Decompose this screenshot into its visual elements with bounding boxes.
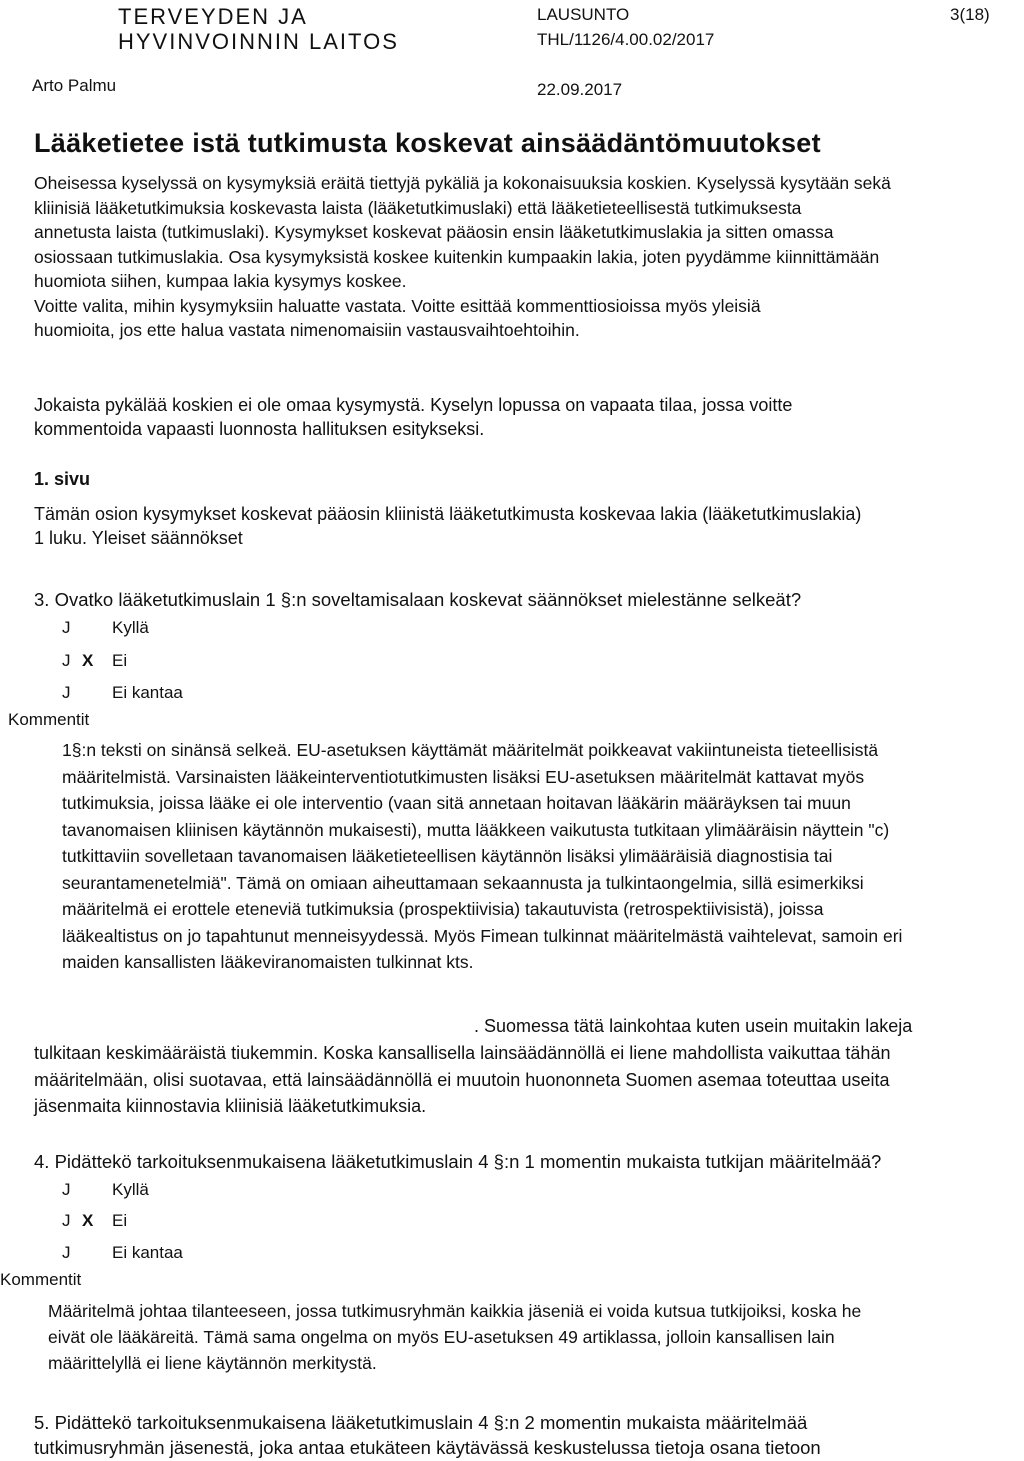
comment-line: eivät ole lääkäreitä. Tämä sama ongelma on myös EU-asetuksen 49 artiklassa, jolloin kansallisen lain: [48, 1327, 835, 1347]
comment-line: maiden kansallisten lääkeviranomaisten tulkinnat kts.: [62, 952, 474, 972]
doc-number: THL/1126/4.00.02/2017: [537, 30, 715, 49]
checkbox-icon[interactable]: J: [62, 618, 71, 637]
comment-line: lääkealtistus on jo tapahtunut menneisyydessä. Myös Fimean tulkinnat määritelmästä vaihtelevat, samoin eri: [62, 925, 903, 946]
option-label: Ei kantaa: [112, 1243, 183, 1262]
comment-line: tulkitaan keskimääräistä tiukemmin. Koska kansallisella lainsäädännöllä ei liene mahdollista vaikuttaa tähän: [34, 1043, 891, 1063]
q3-comment-cont-first: . Suomessa tätä lainkohtaa kuten usein muitakin lakeja: [474, 1016, 913, 1036]
comment-line: määritelmä ei erottele eteneviä tutkimuksia (prospektiivisia) takautuvista (retrospektiivisistä), joissa: [62, 899, 824, 919]
question-3: 3. Ovatko lääketutkimuslain 1 §:n soveltamisalaan koskevat säännökset mielestänne selkeät?: [34, 589, 802, 610]
doc-type: LAUSUNTO: [537, 5, 630, 24]
q4-option-yes[interactable]: [62, 1180, 149, 1200]
question-5: [34, 1410, 821, 1460]
q4-option-no-opinion[interactable]: [62, 1243, 183, 1263]
q4-comment: [48, 1298, 861, 1376]
intro-note-line: kommentoida vapaasti luonnosta hallituksen esitykseksi.: [34, 419, 485, 439]
comment-line: Määritelmä johtaa tilanteeseen, jossa tutkimusryhmän kaikkia jäseniä ei voida kutsua tutkijoiksi, koska he: [48, 1301, 862, 1321]
section-line: 1 luku. Yleiset säännökset: [34, 528, 243, 548]
option-label: Kyllä: [112, 618, 149, 637]
intro-paragraph: [34, 171, 891, 343]
q4-option-no[interactable]: [62, 1211, 127, 1231]
section-heading: 1. sivu: [34, 469, 91, 489]
author-name: Arto Palmu: [32, 76, 117, 95]
option-label: Ei: [112, 651, 128, 670]
question-4: 4. Pidättekö tarkoituksenmukaisena lääketutkimuslain 4 §:n 1 momentin mukaista tutkijan määritelmää?: [34, 1151, 882, 1172]
q3-option-no[interactable]: [62, 651, 127, 671]
intro-line: huomioita, jos ette halua vastata nimenomaisiin vastausvaihtoehtoihin.: [34, 320, 580, 340]
comment-line: määritelmistä. Varsinaisten lääkeinterventiotutkimusten lisäksi EU-asetuksen määritelmät kattavat myös: [62, 766, 865, 787]
checkbox-icon[interactable]: J: [62, 683, 71, 702]
question-line: 5. Pidättekö tarkoituksenmukaisena lääketutkimuslain 4 §:n 2 momentin mukaista määritelmää: [34, 1412, 808, 1433]
comment-line: tutkittaviin sovelletaan tavanomaisen lääketieteellisen käytännön lisäksi ylimääräisiä diagnostisia tai: [62, 846, 833, 866]
option-label: Ei: [112, 1211, 128, 1230]
intro-note-line: Jokaista pykälää koskien ei ole omaa kysymystä. Kyselyn lopussa on vapaata tilaa, jossa voitte: [34, 395, 793, 415]
q3-option-yes[interactable]: [62, 618, 149, 638]
checkbox-icon[interactable]: J: [62, 1180, 71, 1199]
intro-line: huomiota siihen, kumpaa lakia kysymys koskee.: [34, 271, 407, 291]
option-label: Ei kantaa: [112, 683, 183, 702]
checkbox-icon[interactable]: J: [62, 1243, 71, 1262]
page-number: 3(18): [950, 5, 990, 24]
checkbox-icon[interactable]: J: [62, 651, 71, 670]
intro-line: osiossaan tutkimuslakia. Osa kysymyksistä koskee kuitenkin kumpaakin lakia, joten pyydämme kiinnittämään: [34, 246, 880, 267]
intro-line: Oheisessa kyselyssä on kysymyksiä eräitä tiettyjä pykäliä ja kokonaisuuksia koskien. Kyselyssä kysytään sekä: [34, 173, 891, 193]
org-name-line1: TERVEYDEN JA: [118, 4, 308, 29]
section-line: Tämän osion kysymykset koskevat pääosin kliinistä lääketutkimusta koskevaa lakia (lääketutkimuslakia): [34, 504, 862, 524]
comment-line: tutkimuksia, joissa lääke ei ole interventio (vaan sitä annetaan hoitavan lääkärin määräyksen tai muun: [62, 793, 851, 813]
intro-line: annetusta laista (tutkimuslaki). Kysymykset koskevat pääosin ensin lääketutkimuslakia ja sitten omassa: [34, 222, 834, 242]
q4-comment-label: Kommentit: [0, 1270, 82, 1289]
question-line: tutkimusryhmän jäsenestä, joka antaa etukäteen käytävässä keskustelussa tietoja osana tietoon: [34, 1437, 821, 1458]
comment-line: tavanomaisen kliinisen käytännön mukaisesti), mutta lääkkeen vaikutusta tutkitaan ylimääräisin näyttein "c): [62, 819, 890, 840]
comment-line: seurantamenetelmiä". Tämä on omiaan aiheuttamaan sekaannusta ja tulkintaongelmia, sillä esimerkiksi: [62, 872, 864, 893]
check-mark: X: [82, 1211, 94, 1230]
option-label: Kyllä: [112, 1180, 149, 1199]
comment-line: jäsenmaita kiinnostavia kliinisiä lääketutkimuksia.: [34, 1096, 427, 1116]
section-intro: [34, 502, 861, 550]
intro-line: Voitte valita, mihin kysymyksiin haluatte vastata. Voitte esittää kommenttiosioissa myös yleisiä: [34, 295, 761, 316]
comment-line: määritelmään, olisi suotavaa, että lainsäädännöllä ei muutoin huononneta Suomen asemaa toteuttaa useita: [34, 1069, 890, 1090]
q3-comment-cont: [34, 1040, 890, 1120]
comment-line: 1§:n teksti on sinänsä selkeä. EU-asetuksen käyttämät määritelmät poikkeavat vakiintuneista tieteellisistä: [62, 740, 879, 760]
q3-comment-label: Kommentit: [8, 710, 90, 729]
q3-option-no-opinion[interactable]: [62, 683, 183, 703]
intro-note: [34, 393, 792, 441]
comment-line: määrittelyllä ei liene käytännön merkitystä.: [48, 1353, 377, 1373]
intro-line: kliinisiä lääketutkimuksia koskevasta laista (lääketutkimuslaki) että lääketieteellisestä tutkimuksesta: [34, 197, 802, 218]
page-title: Lääketietee istä tutkimusta koskevat ainsäädäntömuutokset: [34, 128, 821, 158]
check-mark: X: [82, 651, 94, 670]
q3-comment: [62, 737, 902, 976]
checkbox-icon[interactable]: J: [62, 1211, 71, 1230]
document-date: 22.09.2017: [537, 80, 623, 99]
org-name-line2: HYVINVOINNIN LAITOS: [118, 29, 399, 54]
